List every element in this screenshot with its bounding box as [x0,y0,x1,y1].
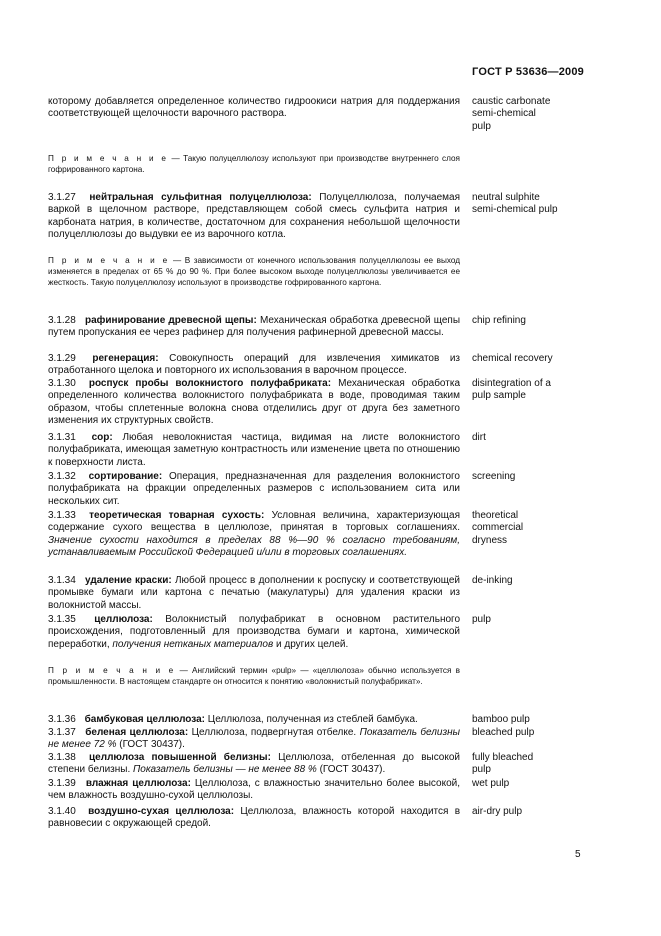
entry-number: 3.1.40 [48,806,76,817]
entry-definition: Условная величина, характеризующая содержание сухого вещества в целлюлозе, принятая в торговых соглашениях. [48,510,461,534]
note-3 [48,665,460,687]
entry-number: 3.1.37 [48,727,76,738]
english-term-3-1-32 [472,471,612,483]
english-term-line: commercial [472,522,524,534]
english-term-3-1-36 [472,714,612,726]
note-2 [48,255,460,289]
note-text: — В зависимости от конечного использования полуцеллюлозы ее выход изменяется в пределах от 65 % до 90 %. При более высоком выходе полуцеллюлозы увеличивается ее жесткость. Такую полуцеллюлозу используют в производстве гофрированного картона. [48,256,460,288]
entry-definition-italic: получения нетканых материалов [112,638,274,650]
entry-definition: Полуцеллюлоза, получаемая варкой в щелочном растворе, представляющем собой смесь сульфита натрия и карбоната натрия, в количестве, достаточном для сохранения небольшой щелочности полуцеллюлозы до выдувки ее из варочного котла. [48,192,460,241]
note-label: П р и м е ч а н и е [48,256,170,265]
entry-definition-italic: Показатель белизны — не менее 88 % [133,764,317,776]
entry-number: 3.1.28 [48,315,76,326]
intro-paragraph: которому добавляется определенное количество гидроокиси натрия для поддержания соответствующей щелочности варочного раствора. [48,96,460,120]
entry-definition: Операция, предназначенная для разделения волокнистого полуфабриката на фракции определенных размеров с использованием сита или нескольких сит. [48,471,460,507]
entry-number: 3.1.29 [48,353,76,364]
english-term-line: fully bleached [472,752,534,763]
english-term-3-1-31 [472,432,612,444]
note-label: П р и м е ч а н и е [48,666,176,675]
english-term-line: caustic carbonate [472,96,551,107]
english-term-3-1-28 [472,315,612,327]
entry-number: 3.1.27 [48,192,76,203]
entry-term: роспуск пробы волокнистого полуфабриката: [88,378,332,389]
entry-number: 3.1.38 [48,752,76,763]
intro-english-term [472,96,612,133]
english-term-line: bamboo pulp [472,714,530,725]
english-term-3-1-27 [472,192,612,217]
entry-term: теоретическая товарная сухость: [89,510,265,521]
entry-3-1-34 [48,575,460,612]
english-term-line: semi-chemical pulp [472,204,558,216]
entry-3-1-28 [48,315,460,340]
entry-3-1-30 [48,378,460,428]
entry-3-1-29 [48,353,460,378]
entry-definition: Механическая обработка определенного количества волокнистого полуфабриката в воде, проводимая таким образом, чтобы сплетенные волокна снова отделились друг от друга без заметного изменения их структурных свойств. [48,378,461,427]
entry-3-1-32 [48,471,460,508]
english-term-line: de-inking [472,575,513,586]
page-number: 5 [575,849,581,860]
english-term-3-1-35 [472,614,612,626]
note-label: П р и м е ч а н и е [48,154,169,163]
english-term-line: theoretical [472,510,519,521]
entry-definition: Волокнистый полуфабрикат в основном растительного происхождения, подготовленный для производства бумаги и картона, химической переработки, [48,614,461,650]
english-term-line: pulp sample [472,390,526,402]
english-term-line: pulp [472,764,491,776]
entry-3-1-37 [48,727,460,752]
english-term-3-1-38 [472,752,612,777]
english-term-3-1-30 [472,378,612,403]
entry-definition: Любая неволокнистая частица, видимая на листе волокнистого полуфабриката, имеющая заметную контрастность или изменение цвета по отношению к поверхности листа. [48,432,460,468]
entry-3-1-31 [48,432,460,469]
entry-3-1-39 [48,778,460,803]
entry-term: сортирование: [88,471,163,482]
english-term-line: pulp [472,120,491,132]
entry-definition-italic: Показатель белизны не менее 72 % [48,727,460,751]
entry-definition: Целлюлоза, отбеленная до высокой степени белизны. [48,752,460,776]
entry-term: влажная целлюлоза: [85,778,191,789]
entry-term: рафинирование древесной щепы: [84,315,257,326]
entry-number: 3.1.39 [48,778,76,789]
english-term-line: chip refining [472,315,526,326]
entry-term: нейтральная сульфитная полуцеллюлоза: [89,192,312,203]
entry-term: регенерация: [92,353,159,364]
english-term-3-1-40 [472,806,612,818]
entry-number: 3.1.36 [48,714,76,725]
note-text: — Такую полуцеллюлозу используют при производстве внутреннего слоя гофрированного картона. [48,154,460,175]
entry-definition-tail: и других целей. [276,638,349,650]
entry-3-1-40 [48,806,460,831]
entry-number: 3.1.31 [48,432,76,443]
entry-term: беленая целлюлоза: [85,727,189,738]
entry-definition: Совокупность операций для извлечения химикатов из отработанного щелока и повторного их использования в варочном процессе. [48,353,461,377]
english-term-3-1-39 [472,778,612,790]
entry-3-1-33 [48,510,460,560]
entry-definition: Целлюлоза, подвергнутая отбелке. [191,727,357,738]
english-term-line: dryness [472,534,508,546]
entry-number: 3.1.30 [48,378,76,389]
entry-definition: Целлюлоза, влажность которой находится в равновесии с окружающей средой. [48,806,461,830]
entry-definition-italic: Значение сухости находится в пределах 88 %—90 % согласно требованиям, устанавливаемым Российской Федерацией и/или в торговых соглашениях. [48,534,460,559]
entry-definition: Механическая обработка древесной щепы путем пропускания ее через рафинер для получения рафинерной древесной массы. [48,315,460,339]
entry-term: сор: [91,432,113,443]
entry-definition-tail: (ГОСТ 30437). [319,764,386,776]
english-term-3-1-29 [472,353,612,365]
note-1 [48,153,460,175]
english-term-line: semi-chemical [472,108,536,120]
entry-number: 3.1.33 [48,510,76,521]
english-term-3-1-33 [472,510,612,547]
entry-term: воздушно-сухая целлюлоза: [88,806,235,817]
entry-number: 3.1.35 [48,614,76,625]
entry-definition: Любой процесс в дополнении к роспуску и соответствующей промывке бумаги или картона с печатью (макулатуры) для удаления краски из волокнистой массы. [48,575,461,611]
entry-term: удаление краски: [85,575,172,586]
english-term-3-1-34 [472,575,612,587]
entry-term: целлюлоза: [94,614,153,625]
english-term-line: air-dry pulp [472,806,523,817]
entry-definition: Целлюлоза, полученная из стеблей бамбука. [207,714,418,725]
entry-3-1-35 [48,614,460,651]
english-term-3-1-37 [472,727,612,739]
entry-number: 3.1.34 [48,575,76,586]
entry-3-1-27 [48,192,460,242]
entry-definition-tail: (ГОСТ 30437). [119,739,185,751]
english-term-line: screening [472,471,516,482]
english-term-line: neutral sulphite [472,192,540,203]
english-term-line: dirt [472,432,486,443]
entry-number: 3.1.32 [48,471,76,482]
entry-3-1-38 [48,752,460,777]
english-term-line: chemical recovery [472,353,553,364]
english-term-line: pulp [472,614,491,625]
english-term-line: disintegration of a [472,378,551,389]
entry-definition: Целлюлоза, с влажностью значительно более высокой, чем влажность воздушно-сухой целлюлозы. [48,778,460,802]
document-id: ГОСТ Р 53636—2009 [472,66,584,78]
english-term-line: wet pulp [472,778,510,789]
entry-term: целлюлоза повышенной белизны: [89,752,271,763]
entry-term: бамбуковая целлюлоза: [84,714,206,725]
note-text: — Английский термин «pulp» — «целлюлоза» обычно используется в промышленности. В настоящем стандарте он относится к понятию «волокнистый полуфабрикат». [48,666,460,687]
entry-3-1-36 [48,714,460,726]
english-term-line: bleached pulp [472,727,535,738]
